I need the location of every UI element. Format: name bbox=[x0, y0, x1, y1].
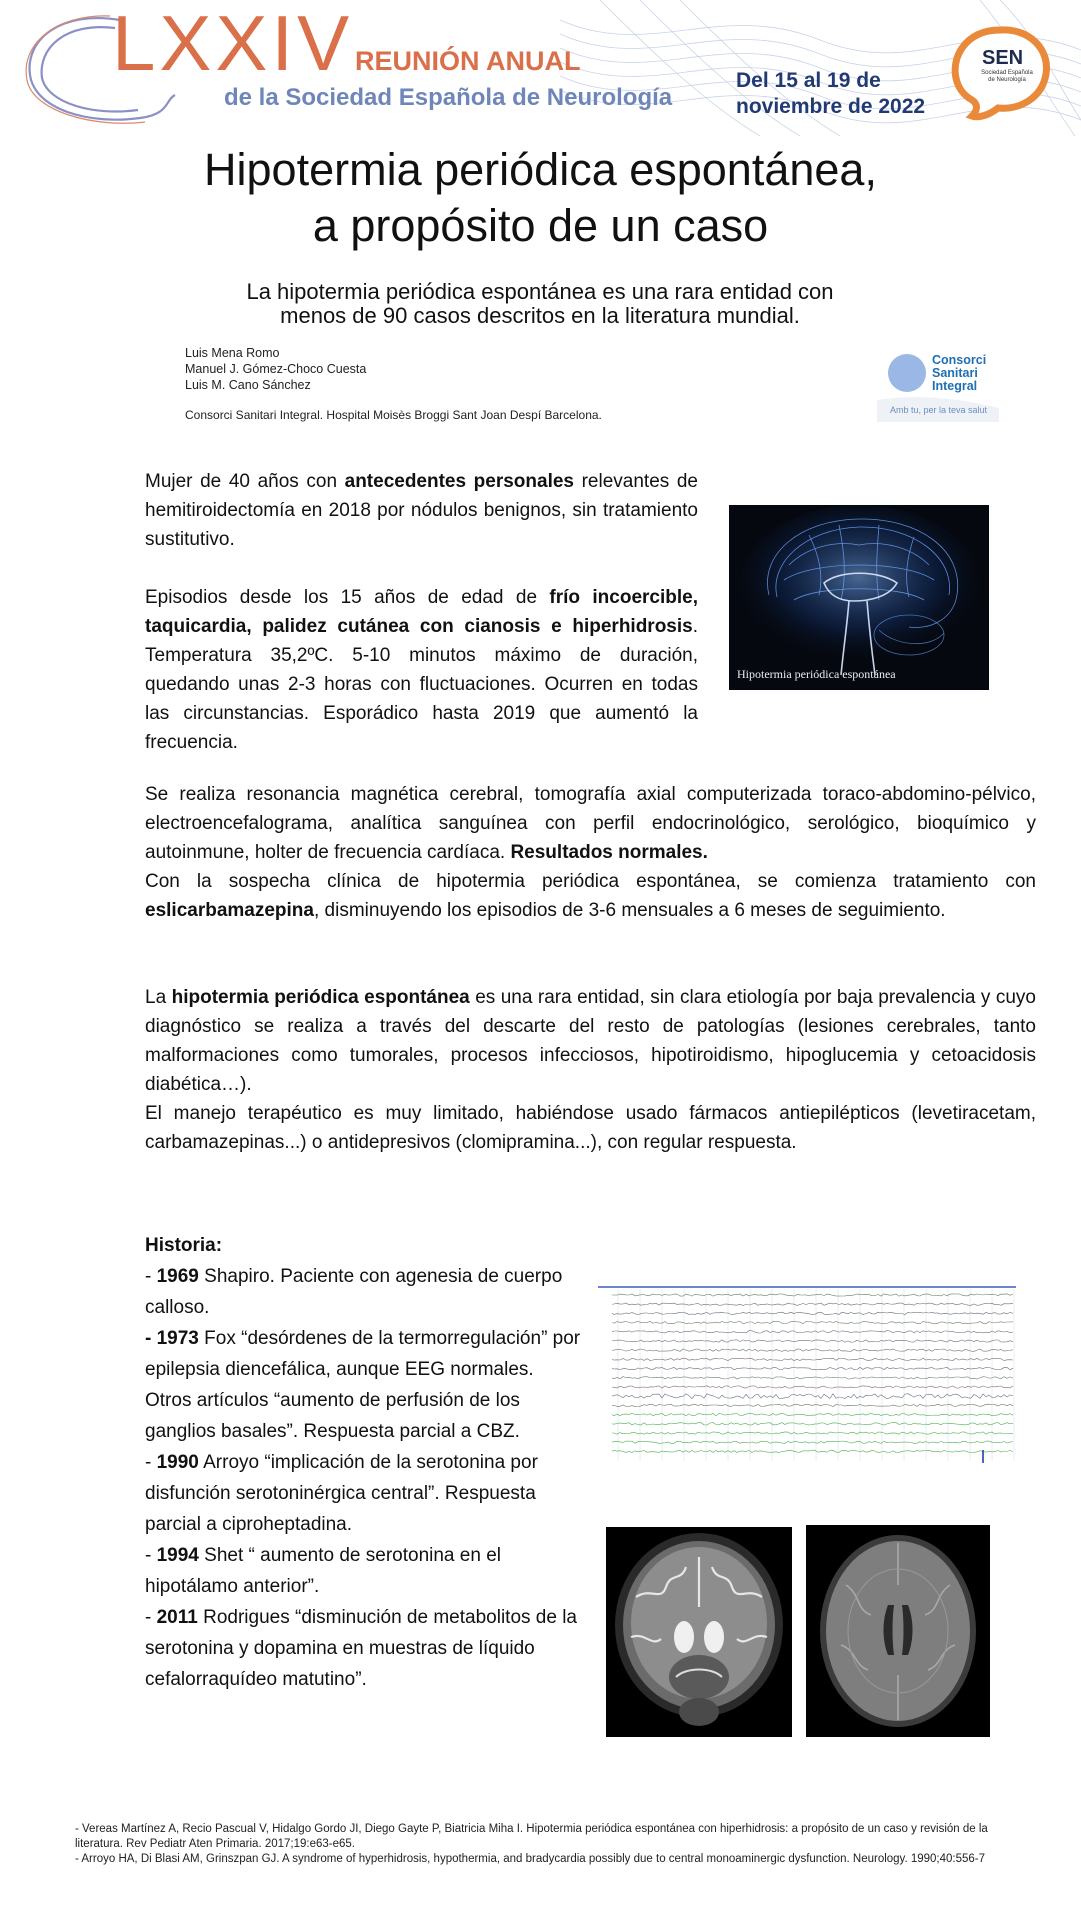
mri-axial-graphic bbox=[806, 1525, 990, 1737]
sen-logo-subtext: Sociedad Española de Neurología bbox=[981, 70, 1033, 83]
text-run: Episodios desde los 15 años de edad de bbox=[145, 587, 550, 608]
conference-banner bbox=[0, 0, 1081, 136]
sociedad-label: de la Sociedad Española de Neurología bbox=[224, 84, 673, 111]
text-run: Rodrigues “disminución de metabolitos de la serotonina y dopamina en muestras de líquido cefalorraquídeo matutino”. bbox=[145, 1607, 577, 1690]
historia-section bbox=[145, 1230, 585, 1695]
text-run: - bbox=[145, 1328, 157, 1349]
text-run: - bbox=[145, 1545, 157, 1566]
text-run: La bbox=[145, 987, 172, 1008]
text-run: . Temperatura 35,2ºC. 5-10 minutos máximo de duración, quedando unas 2-3 horas con fluctuaciones. Ocurren en todas las circunstancias. Esporádico hasta 2019 que aumentó la frecuencia. bbox=[145, 616, 698, 753]
case-intro-paragraph bbox=[145, 467, 698, 554]
author-name: Manuel J. Gómez-Choco Cuesta bbox=[185, 362, 367, 376]
text-run: es una rara entidad, sin clara etiología por baja prevalencia y cuyo diagnóstico se realiza a través del descarte del resto de patologías (lesiones cerebrales, tanto malformaciones como tumorales, procesos infecciosos, hipotiroidismo, hipoglucemia y cetoacidosis diabética…). bbox=[145, 987, 1036, 1095]
brain-illustration bbox=[729, 505, 989, 690]
text-run: Fox “desórdenes de la termorregulación” por epilepsia diencefálica, aunque EEG normales. Otros artículos “aumento de perfusión de los ganglios basales”. Respuesta parcial a CBZ. bbox=[145, 1328, 581, 1442]
historia-item bbox=[145, 1540, 585, 1602]
mri-coronal-image bbox=[606, 1527, 792, 1737]
consorci-logo-name: Consorci Sanitari Integral bbox=[932, 353, 987, 393]
author-name: Luis M. Cano Sánchez bbox=[185, 378, 311, 392]
references-section bbox=[75, 1822, 1015, 1867]
episodes-paragraph bbox=[145, 583, 698, 757]
historia-year: 1973 bbox=[156, 1328, 199, 1349]
roman-numeral-edition: LXXIV bbox=[112, 0, 354, 87]
text-run: - bbox=[145, 1266, 157, 1287]
reference-item: - Vereas Martínez A, Recio Pascual V, Hidalgo Gordo JI, Diego Gayte P, Biatricia Miha I. Hipotermia periódica espontánea con hiperhidrosis: a propósito de un caso y revisión de la literatura. Rev Pediatr Aten Primaria. 2017;19:e63-e65. bbox=[75, 1823, 988, 1850]
text-run: Shet “ aumento de serotonina en el hipotálamo anterior”. bbox=[145, 1545, 501, 1597]
text-run: relevantes de hemitiroidectomía en 2018 por nódulos benignos, sin tratamiento sustitutivo. bbox=[145, 471, 698, 550]
mri-coronal-graphic bbox=[606, 1527, 792, 1737]
sen-logo-text: SEN bbox=[982, 47, 1024, 69]
consorci-logo-tagline: Amb tu, per la teva salut bbox=[890, 405, 988, 415]
historia-year: 2011 bbox=[156, 1607, 198, 1628]
brain-graphic bbox=[729, 505, 989, 690]
historia-item bbox=[145, 1323, 585, 1447]
text-run: Con la sospecha clínica de hipotermia periódica espontánea, se comienza tratamiento con bbox=[145, 871, 1036, 892]
brain-image-caption: Hipotermia periódica espontánea bbox=[737, 667, 896, 681]
text-run: Shapiro. Paciente con agenesia de cuerpo calloso. bbox=[145, 1266, 563, 1318]
historia-item bbox=[145, 1261, 585, 1323]
text-run-bold: antecedentes personales bbox=[344, 471, 574, 492]
poster-title: Hipotermia periódica espontánea, a propósito de un caso bbox=[204, 144, 877, 251]
reference-item: - Arroyo HA, Di Blasi AM, Grinszpan GJ. A syndrome of hyperhidrosis, hypothermia, and bradycardia possibly due to central monoaminergic dysfunction. Neurology. 1990;40:556-7 bbox=[75, 1853, 986, 1865]
reunion-anual-label: REUNIÓN ANUAL bbox=[355, 46, 581, 76]
mri-axial-image bbox=[806, 1525, 990, 1737]
treatment-sentence bbox=[145, 867, 1036, 925]
text-run-bold: hipotermia periódica espontánea bbox=[171, 987, 470, 1008]
text-run: - bbox=[145, 1452, 157, 1473]
text-run: - bbox=[145, 1607, 157, 1628]
text-run: Mujer de 40 años con bbox=[145, 471, 345, 492]
conference-dates: Del 15 al 19 de noviembre de 2022 bbox=[736, 69, 926, 118]
historia-year: 1990 bbox=[156, 1452, 199, 1473]
text-run: , disminuyendo los episodios de 3-6 mensuales a 6 meses de seguimiento. bbox=[313, 900, 946, 921]
text-run-bold: eslicarbamazepina bbox=[145, 900, 314, 921]
text-run: Se realiza resonancia magnética cerebral, tomografía axial computerizada toraco-abdomino-pélvico, electroencefalograma, analítica sanguínea con perfil endocrinológico, serológico, bioquímico y autoinmune, holter de frecuencia cardíaca. bbox=[145, 784, 1036, 863]
author-list bbox=[185, 345, 366, 393]
consorci-logo-circle bbox=[888, 354, 926, 392]
text-run: Arroyo “implicación de la serotonina por disfunción serotoninérgica central”. Respuesta parcial a ciproheptadina. bbox=[145, 1452, 538, 1535]
text-run-bold: Resultados normales. bbox=[510, 842, 708, 863]
historia-item bbox=[145, 1602, 585, 1695]
discussion-paragraph bbox=[145, 983, 1036, 1157]
text-run-bold: frío incoercible, taquicardia, palidez cutánea con cianosis e hiperhidrosis bbox=[145, 587, 698, 637]
author-affiliation: Consorci Sanitari Integral. Hospital Moisès Broggi Sant Joan Despí Barcelona. bbox=[185, 408, 602, 422]
author-name: Luis Mena Romo bbox=[185, 346, 280, 360]
historia-header: Historia: bbox=[145, 1235, 223, 1256]
historia-year: 1994 bbox=[156, 1545, 199, 1566]
workup-paragraph bbox=[145, 780, 1036, 925]
therapy-sentence: El manejo terapéutico es muy limitado, habiéndose usado fármacos antiepilépticos (levetiracetam, carbamazepinas...) o antidepresivos (clomipramina...), con regular respuesta. bbox=[145, 1103, 1036, 1153]
historia-item bbox=[145, 1447, 585, 1540]
historia-year: 1969 bbox=[156, 1266, 199, 1287]
eeg-recording-image bbox=[598, 1285, 1016, 1465]
poster-subtitle: La hipotermia periódica espontánea es una rara entidad con menos de 90 casos descritos en la literatura mundial. bbox=[246, 279, 834, 328]
